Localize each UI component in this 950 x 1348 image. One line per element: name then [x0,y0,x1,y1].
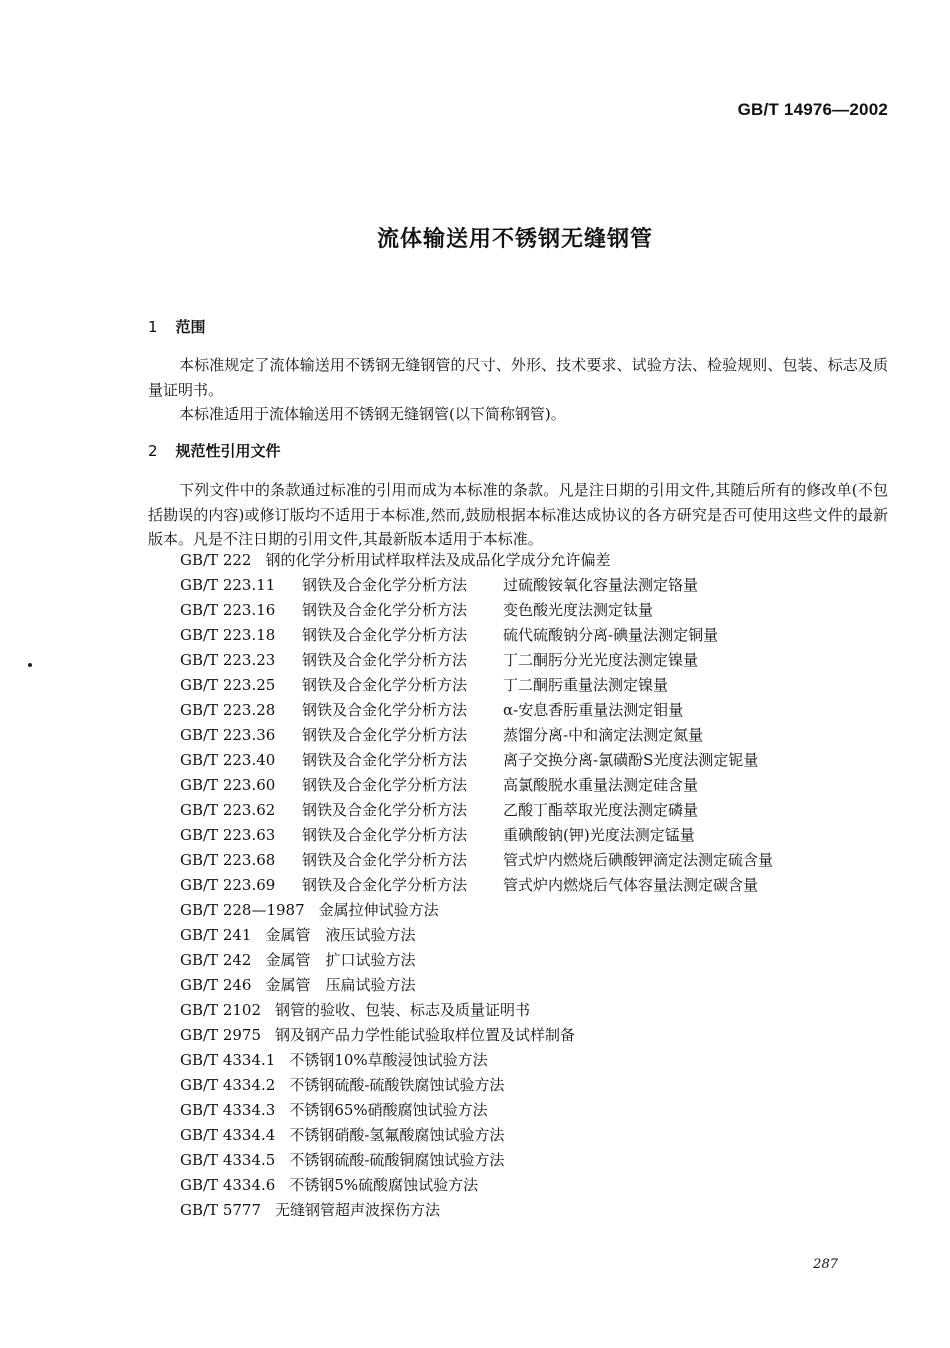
reference-code: GB/T 223.18 [180,626,276,644]
reference-item [180,1098,880,1123]
reference-item [180,773,880,798]
reference-item [180,1023,880,1048]
reference-item [180,1073,880,1098]
reference-code: GB/T 246 [180,976,252,994]
document-title: 流体输送用不锈钢无缝钢管 [376,227,653,252]
reference-code: GB/T 2102 [180,1001,262,1019]
reference-item [180,998,880,1023]
reference-title: 钢铁及合金化学分析方法 [302,876,468,894]
reference-title: 钢铁及合金化学分析方法 [302,751,468,769]
reference-method: 高氯酸脱水重量法测定硅含量 [503,776,699,794]
reference-title: 钢铁及合金化学分析方法 [302,576,468,594]
reference-title: 金属拉伸试验方法 [318,901,439,919]
reference-item [180,973,880,998]
section-1-title: 范围 [175,318,206,336]
reference-code: GB/T 223.60 [180,776,276,794]
page-number: 287 [813,1257,838,1272]
reference-title: 钢的化学分析用试样取样法及成品化学成分允许偏差 [265,551,611,569]
reference-code: GB/T 223.68 [180,851,276,869]
reference-code: GB/T 223.40 [180,751,276,769]
reference-title: 钢铁及合金化学分析方法 [302,601,468,619]
reference-title: 金属管 扩口试验方法 [265,951,416,969]
reference-item [180,948,880,973]
section-1-number: 1 [148,318,158,336]
section-2-intro: 下列文件中的条款通过标准的引用而成为本标准的条款。凡是注日期的引用文件,其随后所有的修改单(不包括勘误的内容)或修订版均不适用于本标准,然而,鼓励根据本标准达成协议的各方研究是否可使用这些文件的最新版本。凡是不注日期的引用文件,其最新版本适用于本标准。 [148,481,888,548]
reference-list [180,548,880,1223]
reference-item [180,723,880,748]
reference-item [180,848,880,873]
reference-item [180,623,880,648]
section-2-number: 2 [148,442,158,460]
section-1-paragraph-2: 本标准适用于流体输送用不锈钢无缝钢管(以下简称钢管)。 [179,405,566,423]
reference-method: 乙酸丁酯萃取光度法测定磷量 [503,801,699,819]
reference-method: 过硫酸铵氧化容量法测定铬量 [503,576,699,594]
reference-code: GB/T 4334.5 [180,1151,276,1169]
reference-method: 丁二酮肟重量法测定镍量 [503,676,669,694]
reference-code: GB/T 4334.6 [180,1176,276,1194]
reference-method: 管式炉内燃烧后碘酸钾滴定法测定硫含量 [503,851,774,869]
reference-method: 硫代硫酸钠分离-碘量法测定铜量 [503,626,719,644]
reference-title: 不锈钢10%草酸浸蚀试验方法 [289,1051,488,1069]
reference-item [180,898,880,923]
section-1-heading [148,316,206,337]
reference-title: 钢铁及合金化学分析方法 [302,701,468,719]
reference-title: 不锈钢硫酸-硫酸铁腐蚀试验方法 [289,1076,505,1094]
reference-code: GB/T 242 [180,951,252,969]
reference-code: GB/T 4334.4 [180,1126,276,1144]
reference-method: 变色酸光度法测定钛量 [503,601,654,619]
reference-title: 钢铁及合金化学分析方法 [302,676,468,694]
reference-code: GB/T 4334.2 [180,1076,276,1094]
reference-title: 钢铁及合金化学分析方法 [302,651,468,669]
reference-title: 钢管的验收、包装、标志及质量证明书 [275,1001,531,1019]
reference-code: GB/T 223.23 [180,651,276,669]
reference-item [180,1148,880,1173]
standard-code: GB/T 14976—2002 [737,100,888,119]
reference-item [180,648,880,673]
reference-title: 钢铁及合金化学分析方法 [302,626,468,644]
section-1-paragraph-1: 本标准规定了流体输送用不锈钢无缝钢管的尺寸、外形、技术要求、试验方法、检验规则、包装、标志及质量证明书。 [148,356,888,399]
reference-code: GB/T 222 [180,551,252,569]
reference-method: 丁二酮肟分光光度法测定镍量 [503,651,699,669]
reference-item [180,1123,880,1148]
reference-title: 钢铁及合金化学分析方法 [302,726,468,744]
reference-method: 管式炉内燃烧后气体容量法测定碳含量 [503,876,759,894]
reference-method: 离子交换分离-氯磺酚S光度法测定铌量 [503,751,759,769]
reference-code: GB/T 223.16 [180,601,276,619]
reference-title: 钢铁及合金化学分析方法 [302,801,468,819]
section-2-title: 规范性引用文件 [175,442,281,460]
reference-code: GB/T 223.11 [180,576,276,594]
reference-code: GB/T 223.63 [180,826,276,844]
reference-code: GB/T 223.62 [180,801,276,819]
reference-item [180,798,880,823]
reference-item [180,1173,880,1198]
reference-code: GB/T 228—1987 [180,901,305,919]
reference-item [180,698,880,723]
reference-item [180,1198,880,1223]
reference-code: GB/T 223.28 [180,701,276,719]
reference-item [180,548,880,573]
reference-method: α-安息香肟重量法测定钼量 [503,701,684,719]
reference-code: GB/T 5777 [180,1201,262,1219]
reference-item [180,873,880,898]
scan-speck [28,663,32,667]
reference-code: GB/T 223.36 [180,726,276,744]
reference-item [180,673,880,698]
reference-code: GB/T 4334.3 [180,1101,276,1119]
reference-title: 钢铁及合金化学分析方法 [302,826,468,844]
reference-method: 重碘酸钠(钾)光度法测定锰量 [503,826,695,844]
reference-item [180,1048,880,1073]
reference-code: GB/T 2975 [180,1026,262,1044]
reference-item [180,923,880,948]
reference-item [180,598,880,623]
reference-item [180,823,880,848]
reference-title: 钢铁及合金化学分析方法 [302,851,468,869]
reference-title: 不锈钢硫酸-硫酸铜腐蚀试验方法 [289,1151,505,1169]
reference-code: GB/T 241 [180,926,252,944]
reference-method: 蒸馏分离-中和滴定法测定氮量 [503,726,704,744]
reference-title: 金属管 压扁试验方法 [265,976,416,994]
section-2-heading [148,440,281,461]
reference-title: 钢及钢产品力学性能试验取样位置及试样制备 [275,1026,576,1044]
reference-title: 钢铁及合金化学分析方法 [302,776,468,794]
reference-title: 不锈钢硝酸-氢氟酸腐蚀试验方法 [289,1126,505,1144]
reference-code: GB/T 4334.1 [180,1051,276,1069]
reference-item [180,748,880,773]
reference-title: 不锈钢65%硝酸腐蚀试验方法 [289,1101,488,1119]
reference-code: GB/T 223.25 [180,676,276,694]
reference-code: GB/T 223.69 [180,876,276,894]
reference-title: 不锈钢5%硫酸腐蚀试验方法 [289,1176,479,1194]
reference-item [180,573,880,598]
reference-title: 金属管 液压试验方法 [265,926,416,944]
reference-title: 无缝钢管超声波探伤方法 [275,1201,441,1219]
